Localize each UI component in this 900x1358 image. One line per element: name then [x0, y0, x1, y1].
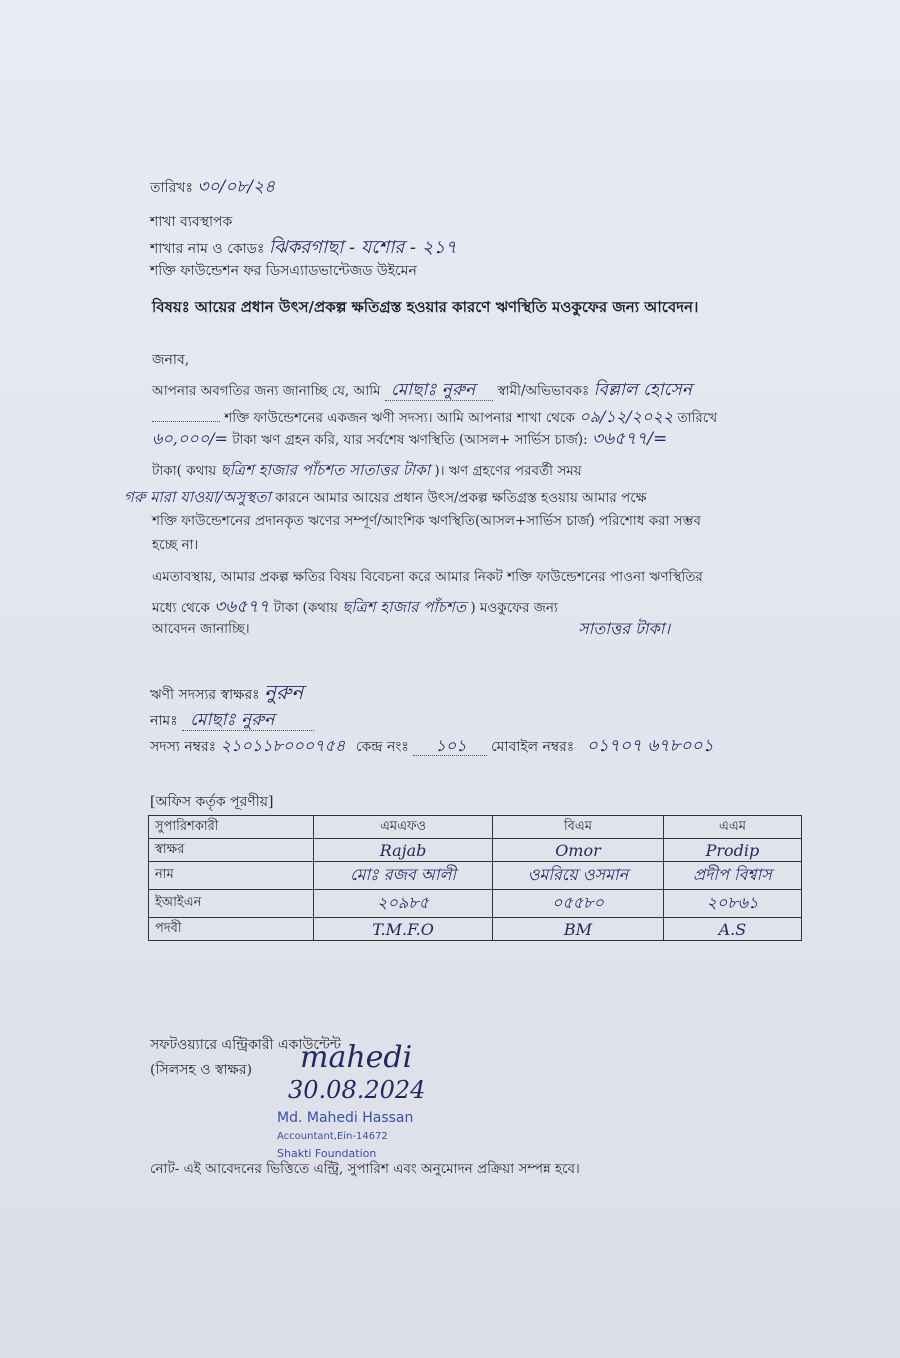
bm-designation: BM: [493, 918, 664, 941]
para1-line3: [152, 426, 667, 454]
stamp-name: Md. Mahedi Hassan: [277, 1110, 414, 1126]
mobile-label: মোবাইল নম্বরঃ: [490, 739, 575, 755]
office-row-name: [149, 862, 802, 890]
para1-l2-text-a: শক্তি ফাউন্ডেশনের একজন ঋণী সদস্য। আমি আপনার শাখা থেকে: [224, 410, 575, 426]
footer-note: নোট- এই আবেদনের ভিত্তিতে এন্ট্রি, সুপারিশ এবং অনুমোদন প্রক্রিয়া সম্পন্ন হবে।: [150, 1161, 580, 1177]
accountant-label: সফটওয়্যারে এন্ট্রিকারী একাউন্টেন্ট: [150, 1037, 342, 1053]
office-header-cell: বিএম: [493, 816, 664, 839]
member-name-label: নামঃ: [150, 713, 178, 729]
stamp-role: Accountant,Ein-14672: [277, 1131, 388, 1142]
salutation: জনাব,: [152, 352, 190, 368]
office-caption: [অফিস কর্তৃক পূরণীয়]: [150, 794, 274, 810]
para1-line1: [152, 377, 692, 405]
am-signature-text: Prodip: [705, 840, 760, 860]
office-row-label: ইআইএন: [149, 890, 314, 918]
para1-l4-text-a: টাকা( কথায়: [152, 463, 217, 479]
member-ids-line: [150, 733, 714, 761]
subject: বিষয়ঃ আয়ের প্রধান উৎস/প্রকল্প ক্ষতিগ্রস্ত হওয়ার কারণে ঋণস্থিতি মওকুফের জন্য আবেদন।: [152, 298, 699, 316]
office-row-label: নাম: [149, 862, 314, 890]
center-label: কেন্দ্র নংঃ: [355, 739, 409, 755]
office-row-designation: [149, 918, 802, 941]
waiver-amount-words-value: ছত্রিশ হাজার পাঁচশত: [342, 598, 467, 616]
para2-l2-text-c: ) মওকুফের জন্য: [470, 600, 558, 616]
bm-signature: [493, 839, 664, 862]
am-name: প্রদীপ বিশ্বাস: [663, 862, 801, 890]
para1-line7: হচ্ছে না।: [152, 537, 199, 553]
center-value: ১০১: [413, 736, 486, 756]
mfo-designation: T.M.F.O: [314, 918, 493, 941]
member-no-label: সদস্য নম্বরঃ: [150, 739, 217, 755]
guardian-value: বিল্লাল হোসেন: [593, 380, 692, 400]
member-sign-label: ঋণী সদস্যর স্বাক্ষরঃ: [150, 687, 260, 703]
balance-words-value: ছত্রিশ হাজার পাঁচশত সাতাত্তর টাকা: [220, 461, 431, 479]
branch-value: ঝিকরগাছা - যশোর - ২১৭: [268, 237, 457, 258]
para2-l2-text-a: মধ্যে থেকে: [152, 600, 210, 616]
member-signature: নুরুন: [264, 680, 304, 704]
bm-signature-text: Omor: [555, 840, 601, 860]
mfo-signature: [314, 839, 493, 862]
loan-amount-value: ৬০,০০০/=: [152, 429, 228, 448]
bm-ein: ০৫৫৮০: [493, 890, 664, 918]
para1-l5-text: কারনে আমার আয়ের প্রধান উৎস/প্রকল্প ক্ষতিগ্রস্ত হওয়ায় আমার পক্ষে: [275, 490, 647, 506]
para1-line6: শক্তি ফাউন্ডেশনের প্রদানকৃত ঋণের সম্পূর্ণ/আংশিক ঋণস্থিতি(আসল+সার্ভিস চার্জ) পরিশোধ করা সম্ভব: [152, 513, 701, 529]
mobile-value: ০১৭০৭ ৬৭৮০০১: [586, 736, 714, 756]
para1-l4-text-b: )। ঋণ গ্রহণের পরবর্তী সময়: [434, 463, 582, 479]
cause-value: গরু মারা যাওয়া/অসুস্থতা: [124, 488, 271, 506]
office-table: [148, 815, 802, 941]
accountant-signature: mahedi: [300, 1040, 413, 1075]
para2-line3: আবেদন জানাচ্ছি।: [152, 621, 250, 637]
loan-date-value: ০৯/১২/২০২২: [579, 407, 674, 426]
blank-dots: [152, 421, 220, 422]
am-signature: [663, 839, 801, 862]
para2-l2-text-b: টাকা (কথায়: [273, 600, 338, 616]
para1-l2-text-b: তারিখে: [677, 410, 718, 426]
para1-line4: [152, 459, 582, 484]
office-header-cell: সুপারিশকারী: [149, 816, 314, 839]
addressee-title: শাখা ব্যবস্থাপক: [150, 214, 233, 230]
org-name: শক্তি ফাউন্ডেশন ফর ডিসএ্যাডভান্টেজড উইমেন: [150, 263, 417, 279]
office-row-label: স্বাক্ষর: [149, 839, 314, 862]
para1-l1-text-b: স্বামী/অভিভাবকঃ: [497, 383, 590, 399]
mfo-name: মোঃ রজব আলী: [314, 862, 493, 890]
para2-line1: এমতাবস্থায়, আমার প্রকল্প ক্ষতির বিষয় বিবেচনা করে আমার নিকট শক্তি ফাউন্ডেশনের পাওনা ঋণস্থিতির: [152, 569, 703, 585]
para1-l1-text-a: আপনার অবগতির জন্য জানাচ্ছি যে, আমি: [152, 383, 381, 399]
am-ein: ২০৮৬১: [663, 890, 801, 918]
office-row-signature: [149, 839, 802, 862]
waiver-amount-value: ৩৬৫৭৭: [214, 597, 270, 617]
member-no-value: ২১০১১৮০০০৭৫৪: [220, 736, 346, 755]
waiver-amount-words-value-2: সাতাত্তর টাকা।: [578, 619, 671, 638]
branch-label: শাখার নাম ও কোডঃ: [150, 241, 265, 257]
office-row-ein: [149, 890, 802, 918]
am-designation: A.S: [663, 918, 801, 941]
para1-l3-text: টাকা ঋণ গ্রহন করি, যার সর্বশেষ ঋণস্থিতি (আসল+ সার্ভিস চার্জ):: [232, 432, 588, 448]
applicant-name-value: মোছাঃ নুরুন: [385, 380, 493, 401]
office-row-label: পদবী: [149, 918, 314, 941]
accountant-sign-date: 30.08.2024: [288, 1076, 426, 1104]
member-name-line: [150, 707, 314, 735]
office-header-row: [149, 816, 802, 839]
date-label: তারিখঃ: [150, 180, 193, 196]
date-line: [150, 174, 275, 202]
mfo-ein: ২০৯৮৫: [314, 890, 493, 918]
stamp-org: Shakti Foundation: [277, 1147, 377, 1160]
office-header-cell: এমএফও: [314, 816, 493, 839]
date-value: ৩০/০৮/২৪: [197, 177, 276, 197]
bm-name: ওমরিয়ে ওসমান: [493, 862, 664, 890]
mfo-signature-text: Rajab: [379, 840, 427, 860]
office-header-cell: এএম: [663, 816, 801, 839]
seal-label: (সিলসহ ও স্বাক্ষর): [150, 1062, 253, 1078]
balance-value: ৩৬৫৭৭/=: [591, 429, 668, 449]
para1-line5: [124, 486, 647, 511]
member-name-value: মোছাঃ নুরুন: [182, 710, 314, 731]
